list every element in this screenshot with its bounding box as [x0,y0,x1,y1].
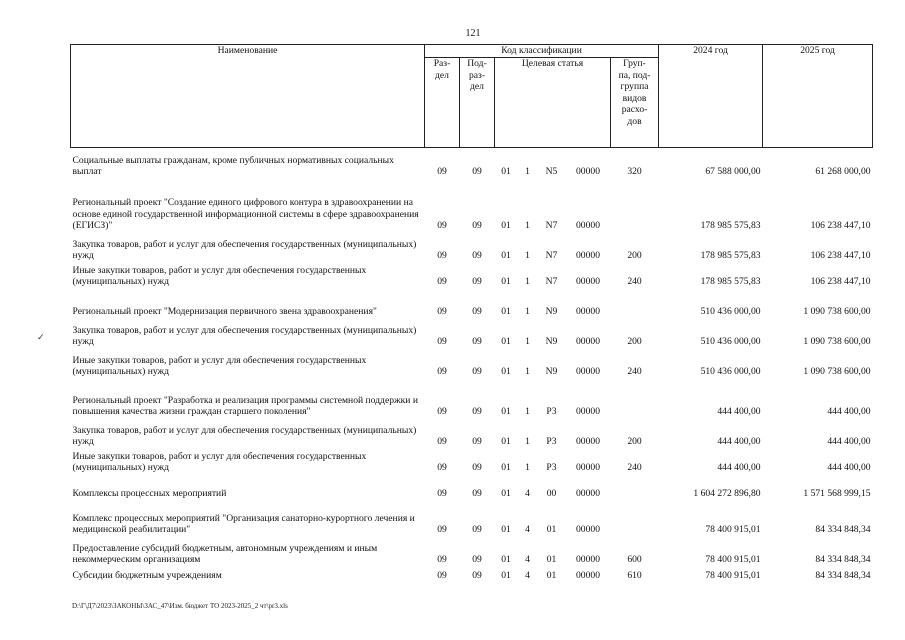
cell-ts1: 01 [501,488,511,499]
cell-podrazdel: 09 [472,488,482,499]
cell-name: Субсидии бюджетным учреждениям [72,570,222,581]
cell-razdel: 09 [437,220,447,231]
cell-razdel: 09 [437,250,447,261]
cell-ts4: 00000 [576,220,600,231]
cell-ts4: 00000 [576,554,600,565]
cell-razdel: 09 [437,554,447,565]
cell-ts3: 00 [546,488,557,499]
table-row [71,474,873,500]
footer-file-path: D:\Г\Д7\2023\ЗАКОНЫ\ЗАС_47\Изм. бюджет ТО 2023-2025_2 чт\pr3.xls [72,602,288,610]
cell-razdel: 09 [437,524,447,535]
cell-ts4: 00000 [576,524,600,535]
cell-ts1: 01 [501,524,511,535]
cell-ts2: 4 [525,524,530,535]
cell-razdel: 09 [437,462,447,473]
cell-ts4: 00000 [576,336,600,347]
table-row [71,232,873,262]
cell-vid: 610 [627,570,642,581]
cell-razdel: 09 [437,406,447,417]
cell-y2025: 84 334 848,34 [815,570,871,581]
cell-name: Социальные выплаты гражданам, кроме публичных нормативных социальных выплат [72,154,394,177]
cell-ts3: N5 [545,166,558,177]
cell-y2024: 510 436 000,00 [700,366,761,377]
cell-vid: 320 [627,166,642,177]
cell-y2024: 78 400 915,01 [705,570,761,581]
cell-podrazdel: 09 [472,306,482,317]
cell-y2024: 444 400,00 [717,462,761,473]
table-row [71,178,873,232]
cell-podrazdel: 09 [472,554,482,565]
table-header [71,45,873,148]
cell-ts3: 01 [546,570,557,581]
cell-y2025: 1 090 738 600,00 [803,306,871,317]
cell-ts1: 01 [501,436,511,447]
cell-name: Региональный проект "Модернизация первичного звена здравоохранения" [72,306,377,317]
table-row [71,500,873,536]
cell-razdel: 09 [437,336,447,347]
cell-y2024: 178 985 575,83 [700,250,761,261]
cell-ts4: 00000 [576,366,600,377]
cell-y2024: 178 985 575,83 [700,220,761,231]
cell-ts2: 4 [525,570,530,581]
table-row [71,318,873,348]
cell-ts3: P3 [546,462,557,473]
cell-y2025: 444 400,00 [827,406,871,417]
cell-ts1: 01 [501,220,511,231]
table-row [71,448,873,474]
cell-razdel: 09 [437,488,447,499]
cell-vid [611,288,659,318]
cell-ts2: 1 [525,406,530,417]
cell-y2025: 444 400,00 [827,462,871,473]
cell-ts3: N7 [545,250,558,261]
cell-podrazdel: 09 [472,336,482,347]
cell-razdel: 09 [437,276,447,287]
cell-vid: 600 [627,554,642,565]
cell-podrazdel: 09 [472,524,482,535]
cell-ts1: 01 [501,250,511,261]
table-row [71,288,873,318]
cell-ts4: 00000 [576,276,600,287]
cell-ts4: 00000 [576,250,600,261]
cell-ts1: 01 [501,336,511,347]
budget-table [70,44,873,582]
cell-y2025: 1 090 738 600,00 [803,336,871,347]
cell-podrazdel: 09 [472,436,482,447]
cell-ts2: 1 [525,462,530,473]
cell-y2025: 1 090 738 600,00 [803,366,871,377]
table-row [71,262,873,288]
cell-y2025: 444 400,00 [827,436,871,447]
table-row [71,418,873,448]
cell-vid: 240 [627,276,642,287]
cell-y2025: 84 334 848,34 [815,554,871,565]
cell-vid: 240 [627,462,642,473]
cell-ts2: 1 [525,366,530,377]
cell-y2025: 61 268 000,00 [815,166,871,177]
cell-ts1: 01 [501,554,511,565]
cell-ts1: 01 [501,570,511,581]
cell-ts3: N9 [545,306,558,317]
cell-ts2: 1 [525,250,530,261]
cell-ts1: 01 [501,366,511,377]
cell-y2024: 510 436 000,00 [700,336,761,347]
cell-ts3: N7 [545,276,558,287]
cell-ts2: 1 [525,166,530,177]
cell-ts3: N7 [545,220,558,231]
cell-podrazdel: 09 [472,366,482,377]
cell-y2024: 78 400 915,01 [705,524,761,535]
margin-check-mark: ✓ [37,332,45,342]
cell-ts3: P3 [546,406,557,417]
table-row [71,148,873,178]
cell-y2024: 178 985 575,83 [700,276,761,287]
cell-vid: 240 [627,366,642,377]
cell-ts4: 00000 [576,488,600,499]
cell-razdel: 09 [437,166,447,177]
cell-y2025: 1 571 568 999,15 [803,488,871,499]
table-row [71,348,873,378]
cell-y2025: 106 238 447,10 [810,220,871,231]
header-year-2025: 2025 год [763,45,873,148]
page-number: 121 [465,28,481,39]
cell-podrazdel: 09 [472,250,482,261]
cell-y2024: 510 436 000,00 [700,306,761,317]
cell-podrazdel: 09 [472,220,482,231]
header-target-article: Целевая статья [495,58,611,148]
cell-y2024: 67 588 000,00 [705,166,761,177]
cell-razdel: 09 [437,436,447,447]
cell-name: Иные закупки товаров, работ и услуг для обеспечения государственных (муниципальных) нужд [72,354,367,377]
cell-y2024: 78 400 915,01 [705,554,761,565]
cell-podrazdel: 09 [472,276,482,287]
cell-name: Закупка товаров, работ и услуг для обеспечения государственных (муниципальных) нужд [72,238,417,261]
cell-vid [611,178,659,232]
header-expense-group: Груп- па, под- группа видов расхо- дов [611,58,659,148]
cell-ts3: N9 [545,336,558,347]
cell-ts2: 4 [525,488,530,499]
cell-ts1: 01 [501,166,511,177]
cell-vid: 200 [627,436,642,447]
cell-ts1: 01 [501,276,511,287]
cell-y2024: 444 400,00 [717,406,761,417]
cell-name: Иные закупки товаров, работ и услуг для обеспечения государственных (муниципальных) нужд [72,450,367,473]
cell-razdel: 09 [437,570,447,581]
cell-razdel: 09 [437,366,447,377]
cell-y2024: 444 400,00 [717,436,761,447]
cell-ts3: 01 [546,554,557,565]
table-row [71,378,873,418]
cell-podrazdel: 09 [472,462,482,473]
cell-y2025: 84 334 848,34 [815,524,871,535]
cell-ts2: 1 [525,336,530,347]
cell-name: Региональный проект "Разработка и реализация программы системной поддержки и повышения качества жизни граждан старшего поколения" [72,394,418,417]
cell-name: Региональный проект "Создание единого цифрового контура в здравоохранении на основе единой государственной информационной системы в сфере здравоохранения (ЕГИСЗ)" [72,197,419,231]
cell-vid: 200 [627,336,642,347]
cell-podrazdel: 09 [472,406,482,417]
table-body [71,148,873,582]
cell-ts2: 1 [525,220,530,231]
cell-name: Комплексы процессных мероприятий [72,488,227,499]
cell-name: Иные закупки товаров, работ и услуг для обеспечения государственных (муниципальных) нужд [72,264,367,287]
cell-ts3: N9 [545,366,558,377]
cell-ts1: 01 [501,406,511,417]
cell-ts3: 01 [546,524,557,535]
cell-podrazdel: 09 [472,570,482,581]
cell-ts4: 00000 [576,570,600,581]
table-row [71,536,873,566]
cell-ts3: P3 [546,436,557,447]
cell-ts2: 1 [525,276,530,287]
cell-name: Комплекс процессных мероприятий "Организация санаторно-курортного лечения и медицинской реабилитации" [72,512,415,535]
cell-podrazdel: 09 [472,166,482,177]
cell-ts1: 01 [501,306,511,317]
cell-name: Предоставление субсидий бюджетным, автономным учреждениям и иным некоммерческим организациям [72,542,378,565]
cell-vid [611,500,659,536]
cell-ts4: 00000 [576,436,600,447]
cell-vid [611,474,659,500]
cell-ts2: 1 [525,436,530,447]
header-year-2024: 2024 год [659,45,763,148]
cell-ts1: 01 [501,462,511,473]
cell-y2025: 106 238 447,10 [810,250,871,261]
cell-ts2: 4 [525,554,530,565]
cell-name: Закупка товаров, работ и услуг для обеспечения государственных (муниципальных) нужд [72,424,417,447]
cell-y2025: 106 238 447,10 [810,276,871,287]
header-subsection: Под- раз- дел [460,58,495,148]
cell-vid: 200 [627,250,642,261]
cell-ts4: 00000 [576,166,600,177]
header-name: Наименование [71,45,425,148]
cell-ts4: 00000 [576,306,600,317]
header-classification-code: Код классификации [425,45,659,58]
cell-ts4: 00000 [576,462,600,473]
header-section: Раз- дел [425,58,460,148]
table-row [71,566,873,582]
cell-vid [611,378,659,418]
cell-name: Закупка товаров, работ и услуг для обеспечения государственных (муниципальных) нужд [72,324,417,347]
cell-y2024: 1 604 272 896,80 [693,488,761,499]
cell-ts4: 00000 [576,406,600,417]
cell-razdel: 09 [437,306,447,317]
cell-ts2: 1 [525,306,530,317]
